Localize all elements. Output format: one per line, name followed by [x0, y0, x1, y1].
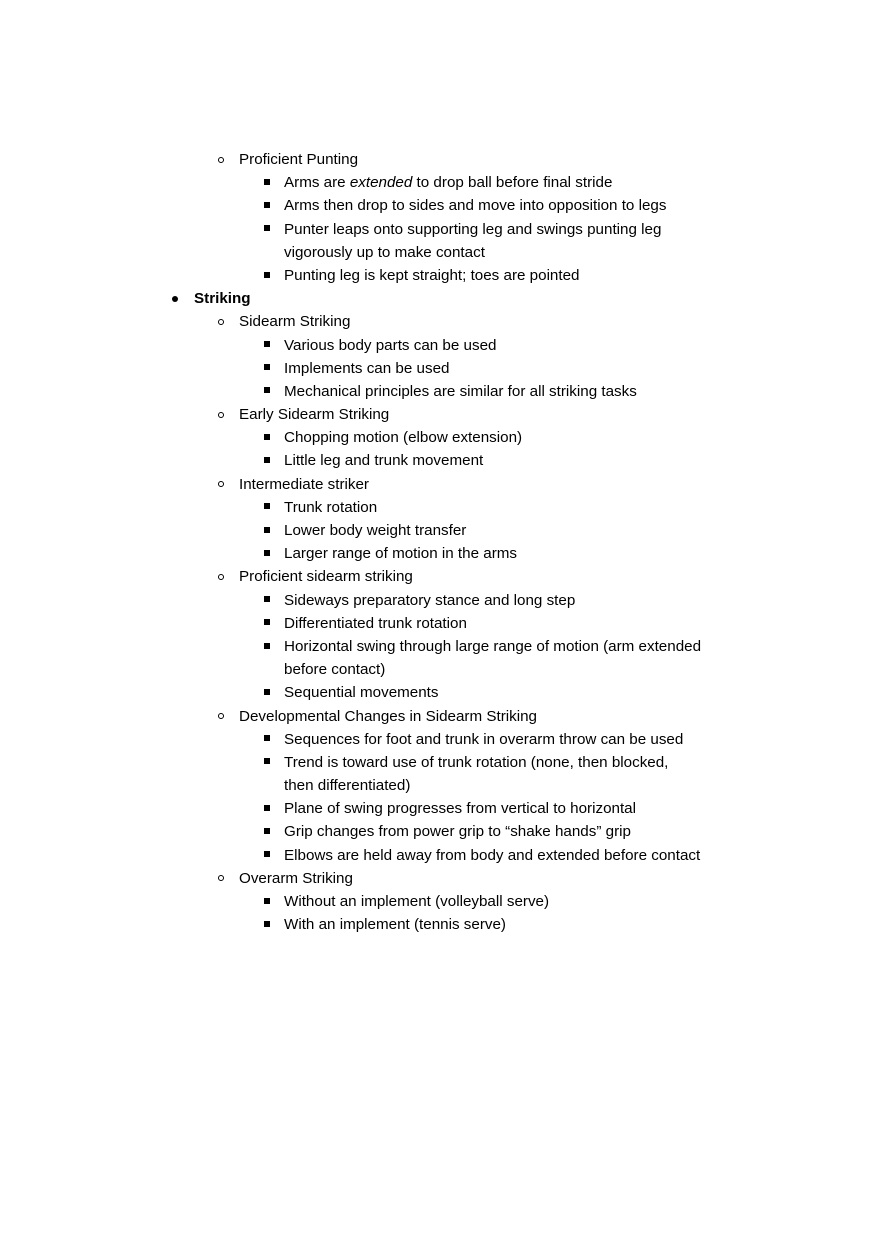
- sub-bullet-item: [0, 867, 880, 890]
- document-body: [0, 148, 880, 936]
- bullet-square-icon: [264, 643, 270, 649]
- sub-bullet-item: [0, 565, 880, 588]
- sub-sub-bullet-item: [0, 820, 880, 843]
- bullet-square-icon: [264, 179, 270, 185]
- bullet-square-icon: [264, 364, 270, 370]
- sub-sub-bullet-item: [0, 194, 880, 217]
- sub-bullet-item: [0, 403, 880, 426]
- bullet-circle-icon: [218, 875, 224, 881]
- bullet-square-icon: [264, 503, 270, 509]
- bullet-square-icon: [264, 596, 270, 602]
- bullet-square-icon: [264, 272, 270, 278]
- list-item-text: Intermediate striker: [239, 475, 369, 493]
- list-item-text: vigorously up to make contact: [284, 243, 485, 261]
- bullet-square-icon: [264, 457, 270, 463]
- bullet-square-icon: [264, 898, 270, 904]
- sub-sub-bullet-item: [0, 519, 880, 542]
- list-item-text: Developmental Changes in Sidearm Striking: [239, 707, 537, 725]
- list-item-text: Sequential movements: [284, 684, 439, 702]
- bullet-circle-icon: [218, 157, 224, 163]
- sub-sub-bullet-item: [0, 728, 880, 751]
- bullet-item: [0, 287, 880, 310]
- list-item-text: Larger range of motion in the arms: [284, 545, 517, 563]
- list-item-text: Elbows are held away from body and extended before contact: [284, 846, 701, 864]
- list-item-text: Trunk rotation: [284, 498, 378, 516]
- text-run: Arms are: [284, 174, 350, 192]
- list-item-text: Little leg and trunk movement: [284, 452, 484, 470]
- list-item-text: [284, 171, 612, 194]
- bullet-square-icon: [264, 828, 270, 834]
- sub-bullet-item: [0, 148, 880, 171]
- sub-sub-bullet-item: [0, 357, 880, 380]
- text-run: to drop ball before final stride: [412, 174, 613, 192]
- bullet-square-icon: [264, 735, 270, 741]
- list-item-text: Various body parts can be used: [284, 336, 497, 354]
- sub-sub-bullet-item: [0, 218, 880, 241]
- list-item-text: Overarm Striking: [239, 869, 353, 887]
- bullet-square-icon: [264, 434, 270, 440]
- sub-sub-bullet-item: [0, 844, 880, 867]
- list-item-text: Lower body weight transfer: [284, 522, 467, 539]
- sub-bullet-item: [0, 473, 880, 496]
- bullet-square-icon: [264, 202, 270, 208]
- list-item-continuation: [0, 241, 880, 264]
- sub-sub-bullet-item: [0, 496, 880, 519]
- sub-sub-bullet-item: [0, 380, 880, 403]
- list-item-text: Striking: [194, 290, 251, 308]
- bullet-square-icon: [264, 805, 270, 811]
- bullet-square-icon: [264, 758, 270, 764]
- bullet-square-icon: [264, 689, 270, 695]
- list-item-text: Early Sidearm Striking: [239, 406, 390, 424]
- bullet-square-icon: [264, 619, 270, 625]
- list-item-continuation: [0, 658, 880, 681]
- list-item-text: Sideways preparatory stance and long step: [284, 591, 576, 609]
- list-item-text: Arms then drop to sides and move into opposition to legs: [284, 197, 667, 215]
- list-item-text: Sequences for foot and trunk in overarm throw can be used: [284, 730, 684, 748]
- bullet-square-icon: [264, 921, 270, 927]
- bullet-square-icon: [264, 341, 270, 347]
- bullet-circle-icon: [218, 574, 224, 580]
- list-item-text: Proficient Punting: [239, 151, 359, 168]
- sub-sub-bullet-item: [0, 334, 880, 357]
- sub-sub-bullet-item: [0, 635, 880, 658]
- sub-sub-bullet-item: [0, 797, 880, 820]
- bullet-disc-icon: [172, 296, 178, 302]
- list-item-text: Differentiated trunk rotation: [284, 614, 467, 632]
- bullet-circle-icon: [218, 412, 224, 418]
- bullet-square-icon: [264, 851, 270, 857]
- sub-sub-bullet-item: [0, 681, 880, 704]
- sub-sub-bullet-item: [0, 264, 880, 287]
- sub-sub-bullet-item: [0, 913, 880, 936]
- emphasis-text: extended: [349, 174, 413, 192]
- sub-sub-bullet-item: [0, 542, 880, 565]
- bullet-square-icon: [264, 225, 270, 231]
- bullet-circle-icon: [218, 713, 224, 719]
- list-item-text: Grip changes from power grip to “shake hands” grip: [284, 823, 631, 841]
- bullet-square-icon: [264, 550, 270, 556]
- list-item-text: Punting leg is kept straight; toes are pointed: [284, 266, 580, 284]
- list-item-text: then differentiated): [284, 777, 411, 795]
- list-item-text: before contact): [284, 661, 386, 679]
- sub-sub-bullet-item: [0, 612, 880, 635]
- list-item-continuation: [0, 774, 880, 797]
- sub-sub-bullet-item: [0, 449, 880, 472]
- list-item-text: Horizontal swing through large range of motion (arm extended: [284, 637, 702, 655]
- sub-sub-bullet-item: [0, 751, 880, 774]
- sub-sub-bullet-item: [0, 589, 880, 612]
- list-item-text: Implements can be used: [284, 359, 450, 377]
- sub-sub-bullet-item: [0, 171, 880, 194]
- list-item-text: With an implement (tennis serve): [284, 916, 506, 934]
- bullet-square-icon: [264, 527, 270, 533]
- list-item-text: Chopping motion (elbow extension): [284, 429, 523, 447]
- list-item-text: Proficient sidearm striking: [239, 568, 413, 586]
- list-item-text: Plane of swing progresses from vertical to horizontal: [284, 800, 637, 818]
- sub-sub-bullet-item: [0, 426, 880, 449]
- sub-bullet-item: [0, 705, 880, 728]
- list-item-text: Mechanical principles are similar for all striking tasks: [284, 382, 637, 400]
- bullet-square-icon: [264, 387, 270, 393]
- bullet-circle-icon: [218, 481, 224, 487]
- list-item-text: Sidearm Striking: [239, 313, 351, 331]
- list-item-text: Without an implement (volleyball serve): [284, 893, 550, 910]
- sub-sub-bullet-item: [0, 890, 880, 913]
- bullet-circle-icon: [218, 319, 224, 325]
- sub-bullet-item: [0, 310, 880, 333]
- list-item-text: Trend is toward use of trunk rotation (none, then blocked,: [284, 753, 669, 771]
- list-item-text: Punter leaps onto supporting leg and swings punting leg: [284, 220, 662, 238]
